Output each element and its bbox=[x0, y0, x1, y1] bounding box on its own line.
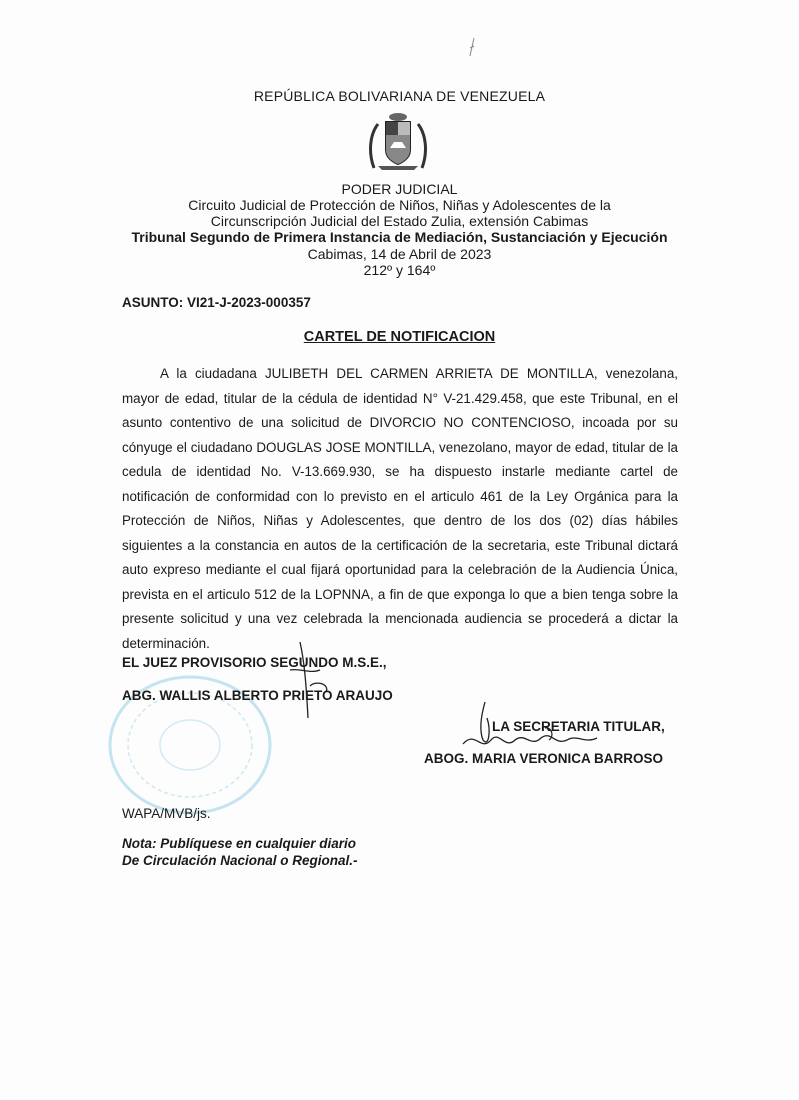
note-line-2: De Circulación Nacional o Regional.- bbox=[122, 853, 358, 868]
notice-body: A la ciudadana JULIBETH DEL CARMEN ARRIETA DE MONTILLA, venezolana, mayor de edad, titular de la cédula de identidad N° V-21.429.458, que este Tribunal, en el asunto contentivo de una solicitud de DIVORCIO NO CONTENCIOSO, incoada por su cónyuge el ciudadano DOUGLAS JOSE MONTILLA, venezolano, mayor de edad, titular de la cedula de identidad No. V-13.669.930, se ha dispuesto instarle mediante cartel de notificación de conformidad con lo previsto en el articulo 461 de la Ley Orgánica para la Protección de Niños, Niñas y Adolescentes, que dentro de los dos (02) días hábiles siguientes a la constancia en autos de la certificación de la secretaria, este Tribunal dictará auto expreso mediante el cual fijará oportunidad para la celebración de la Audiencia Única, prevista en el articulo 512 de la LOPNNA, a fin de que exponga lo que a bien tenga sobre la presente solicitud y una vez celebrada la mencionada audiencia se procederá a dictar la determinación. bbox=[122, 366, 678, 651]
judge-name: ABG. WALLIS ALBERTO PRIETO ARAUJO bbox=[122, 688, 393, 703]
secretary-signature bbox=[455, 700, 615, 770]
pen-mark-icon bbox=[462, 36, 482, 60]
republic-heading: REPÚBLICA BOLIVARIANA DE VENEZUELA bbox=[253, 88, 546, 104]
document-title bbox=[0, 329, 799, 345]
secretary-name: ABOG. MARIA VERONICA BARROSO bbox=[424, 751, 664, 766]
circuito-line-1: Circuito Judicial de Protección de Niños, Niñas y Adolescentes de la bbox=[188, 197, 611, 213]
secretary-title: LA SECRETARIA TITULAR, bbox=[492, 719, 665, 734]
document-title-text: CARTEL DE NOTIFICACION bbox=[303, 329, 496, 345]
judge-signature bbox=[270, 640, 360, 720]
tribunal-heading: Tribunal Segundo de Primera Instancia de Mediación, Sustanciación y Ejecución bbox=[131, 229, 668, 245]
judge-title: EL JUEZ PROVISORIO SEGUNDO M.S.E., bbox=[122, 655, 387, 670]
poder-judicial: PODER JUDICIAL bbox=[341, 181, 458, 197]
coat-of-arms-icon bbox=[366, 108, 430, 174]
date-line: Cabimas, 14 de Abril de 2023 bbox=[307, 246, 492, 262]
asunto-reference: ASUNTO: VI21-J-2023-000357 bbox=[122, 295, 311, 310]
reference-initials: WAPA/MVB/js. bbox=[122, 806, 211, 821]
year-line: 212º y 164º bbox=[363, 262, 436, 278]
note-line-1: Nota: Publíquese en cualquier diario bbox=[122, 836, 357, 851]
circuito-line-2: Circunscripción Judicial del Estado Zulia, extensión Cabimas bbox=[210, 213, 589, 229]
